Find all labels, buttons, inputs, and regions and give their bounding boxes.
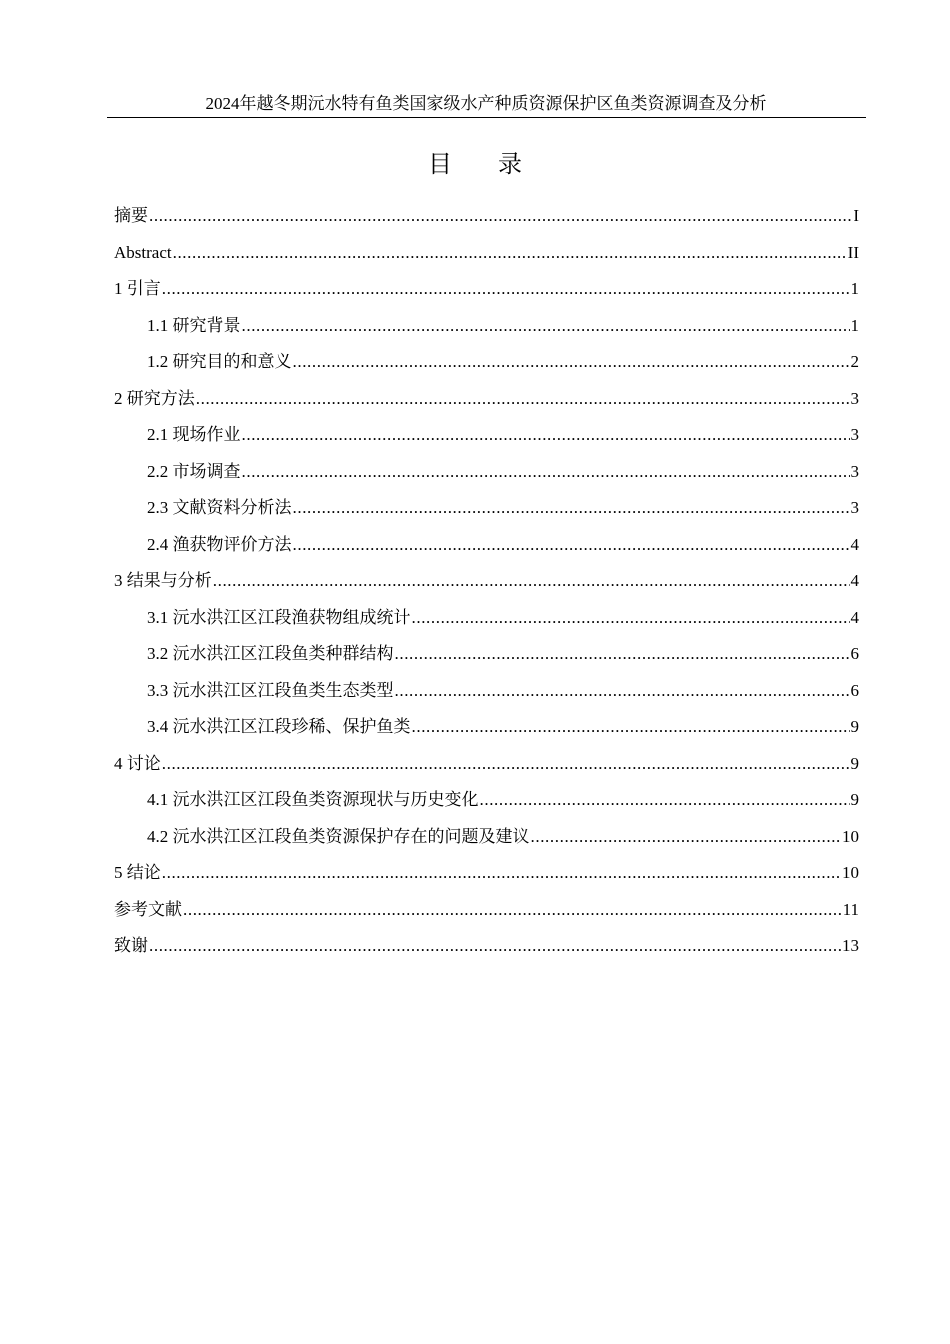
toc-dot-leader xyxy=(395,679,850,703)
toc-dot-leader xyxy=(183,898,842,922)
toc-dot-leader xyxy=(162,277,850,301)
toc-entry-page-number: 11 xyxy=(842,899,859,919)
toc-dot-leader xyxy=(242,423,850,447)
toc-entry-page-number: 6 xyxy=(850,644,859,663)
toc-entry-page-number: 3 xyxy=(850,388,859,408)
toc-entry-page-number: 3 xyxy=(850,461,859,481)
toc-dot-leader xyxy=(173,241,847,265)
toc-entry-page-number: 4 xyxy=(850,571,859,590)
toc-entry-page-number: 1 xyxy=(850,315,859,335)
toc-entry-page-number: 3 xyxy=(850,498,859,517)
toc-entry-label: 致谢 xyxy=(114,936,148,955)
toc-dot-leader xyxy=(196,387,850,411)
toc-entry[interactable] xyxy=(114,606,859,643)
toc-entry-page-number: I xyxy=(853,206,859,225)
toc-entry-page-number: 10 xyxy=(842,826,859,846)
toc-entry[interactable] xyxy=(114,387,859,424)
toc-entry-label: 3.4 沅水洪江区江段珍稀、保护鱼类 xyxy=(147,717,411,736)
toc-entry[interactable] xyxy=(114,423,859,460)
toc-entry[interactable] xyxy=(114,825,859,862)
toc-dot-leader xyxy=(213,569,850,593)
toc-entry-page-number: 4 xyxy=(850,534,859,554)
toc-entry-page-number: 1 xyxy=(850,279,859,298)
toc-entry-label: 3.1 沅水洪江区江段渔获物组成统计 xyxy=(147,607,411,627)
toc-entry-page-number: 9 xyxy=(850,753,859,773)
toc-entry[interactable] xyxy=(114,204,859,241)
toc-entry-label: 1.1 研究背景 xyxy=(147,315,241,335)
toc-entry[interactable] xyxy=(114,569,859,606)
toc-dot-leader xyxy=(149,934,841,958)
toc-entry[interactable] xyxy=(114,350,859,387)
toc-dot-leader xyxy=(412,606,850,630)
toc-entry-label: 1 引言 xyxy=(114,279,161,298)
toc-entry[interactable] xyxy=(114,277,859,314)
toc-entry[interactable] xyxy=(114,861,859,898)
toc-entry-label: 参考文献 xyxy=(114,899,182,919)
toc-entry[interactable] xyxy=(114,533,859,570)
toc-entry[interactable] xyxy=(114,496,859,533)
toc-entry-page-number: 13 xyxy=(842,936,859,955)
toc-entry-label: 2 研究方法 xyxy=(114,388,195,408)
toc-dot-leader xyxy=(293,350,850,374)
toc-entry-label: 3.2 沅水洪江区江段鱼类种群结构 xyxy=(147,644,394,663)
toc-entry-label: Abstract xyxy=(114,242,172,262)
toc-entry-label: 2.3 文献资料分析法 xyxy=(147,498,292,517)
toc-dot-leader xyxy=(293,533,850,557)
toc-entry[interactable] xyxy=(114,460,859,497)
toc-entry[interactable] xyxy=(114,241,859,278)
toc-dot-leader xyxy=(293,496,850,520)
toc-entry-page-number: 9 xyxy=(850,790,859,809)
toc-title: 目录 xyxy=(428,150,568,178)
toc-entry-label: 4 讨论 xyxy=(114,753,161,773)
toc-entry-label: 5 结论 xyxy=(114,863,161,882)
toc-dot-leader xyxy=(395,642,850,666)
toc-entry-page-number: 10 xyxy=(842,863,859,882)
toc-entry-page-number: 3 xyxy=(850,425,859,444)
toc-entry-page-number: II xyxy=(847,242,859,262)
toc-entry-label: 4.2 沅水洪江区江段鱼类资源保护存在的问题及建议 xyxy=(147,826,530,846)
toc-entry[interactable] xyxy=(114,314,859,351)
toc-dot-leader xyxy=(242,460,850,484)
toc-entry[interactable] xyxy=(114,642,859,679)
toc-entry-label: 2.4 渔获物评价方法 xyxy=(147,534,292,554)
toc-entry-page-number: 9 xyxy=(850,717,859,736)
toc-entry-page-number: 6 xyxy=(850,680,859,700)
toc-dot-leader xyxy=(162,861,841,885)
toc-entry[interactable] xyxy=(114,934,859,971)
toc-entry-label: 4.1 沅水洪江区江段鱼类资源现状与历史变化 xyxy=(147,790,479,809)
toc-dot-leader xyxy=(149,204,852,228)
table-of-contents xyxy=(114,204,859,971)
toc-dot-leader xyxy=(480,788,850,812)
header-divider xyxy=(107,117,866,118)
toc-entry-page-number: 2 xyxy=(850,352,859,371)
toc-entry-label: 3 结果与分析 xyxy=(114,571,212,590)
toc-entry[interactable] xyxy=(114,715,859,752)
toc-entry-label: 1.2 研究目的和意义 xyxy=(147,352,292,371)
toc-entry-label: 2.1 现场作业 xyxy=(147,425,241,444)
running-header: 2024年越冬期沅水特有鱼类国家级水产种质资源保护区鱼类资源调查及分析 xyxy=(205,94,767,113)
toc-dot-leader xyxy=(162,752,850,776)
toc-entry[interactable] xyxy=(114,679,859,716)
toc-entry-page-number: 4 xyxy=(850,607,859,627)
toc-entry-label: 摘要 xyxy=(114,206,148,225)
toc-entry[interactable] xyxy=(114,898,859,935)
toc-entry-label: 2.2 市场调查 xyxy=(147,461,241,481)
toc-entry[interactable] xyxy=(114,788,859,825)
toc-dot-leader xyxy=(531,825,842,849)
toc-dot-leader xyxy=(412,715,850,739)
toc-entry-label: 3.3 沅水洪江区江段鱼类生态类型 xyxy=(147,680,394,700)
toc-dot-leader xyxy=(242,314,850,338)
toc-entry[interactable] xyxy=(114,752,859,789)
